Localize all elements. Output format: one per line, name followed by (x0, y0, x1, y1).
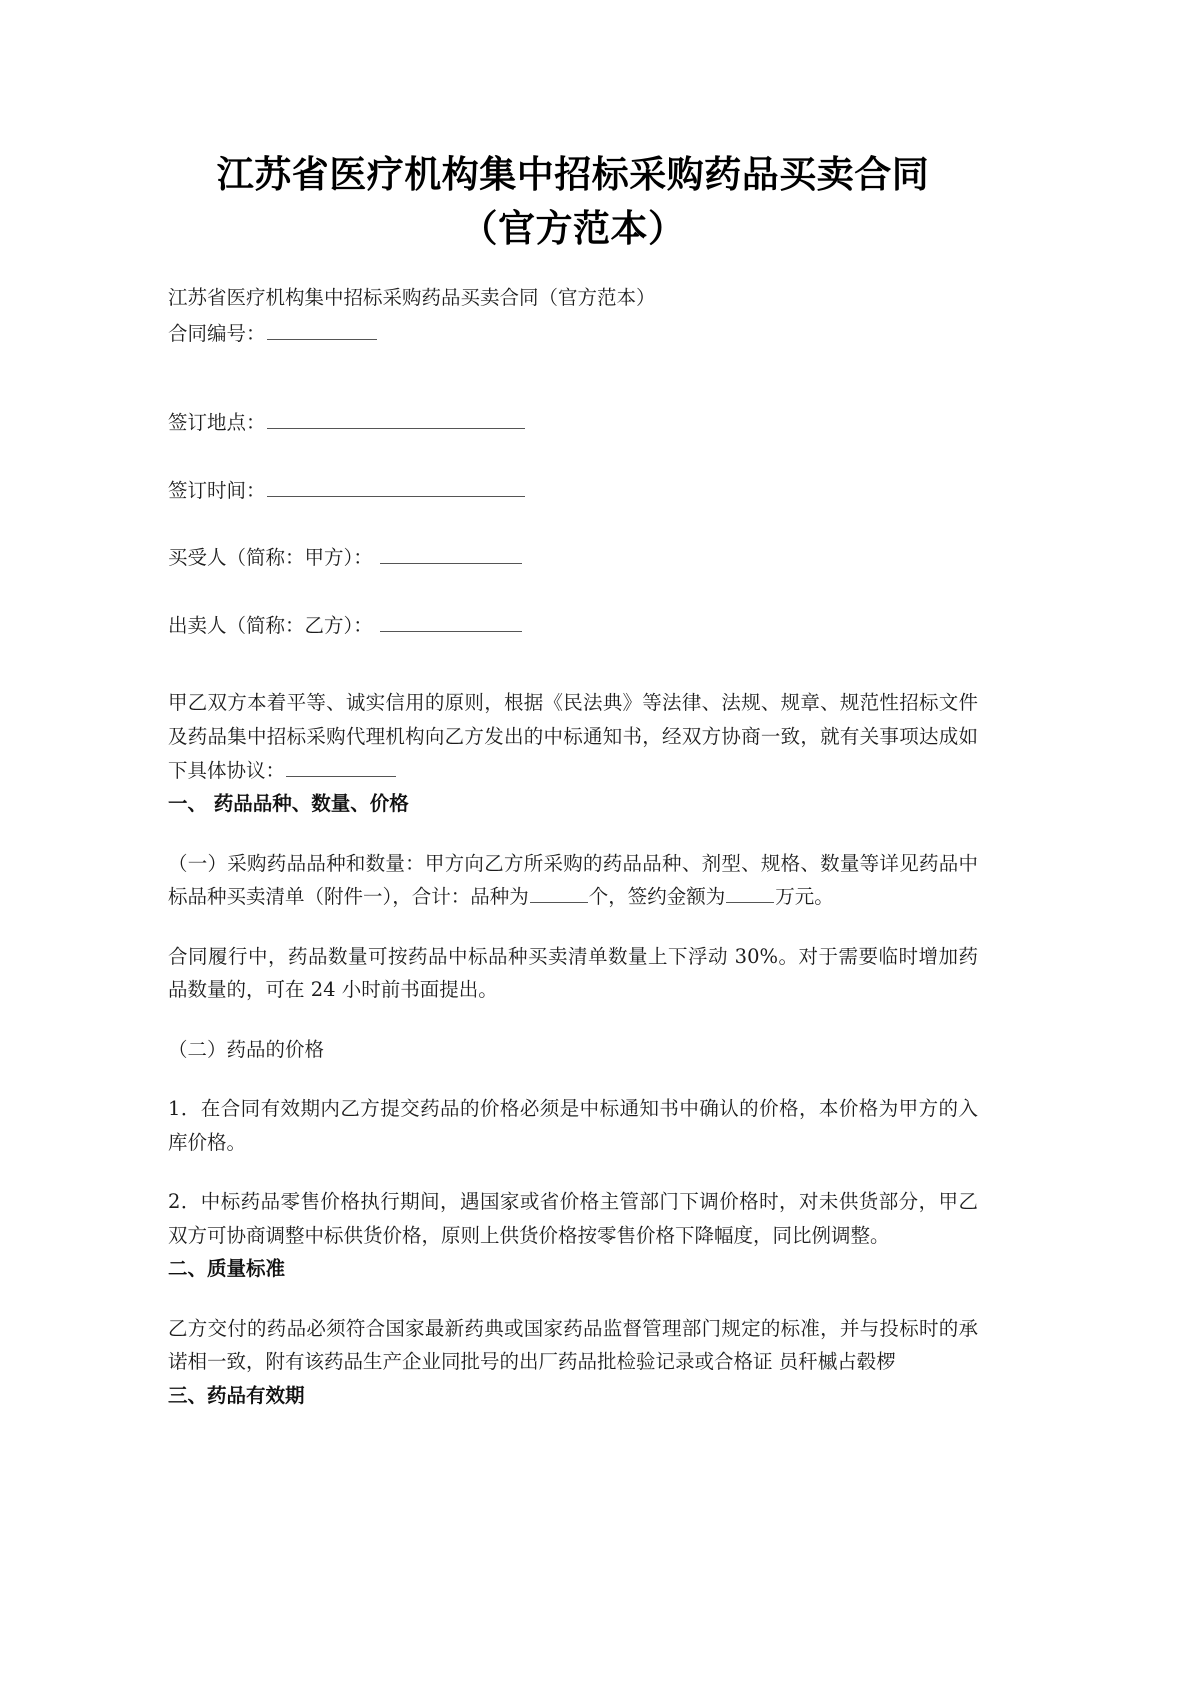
document-content (168, 0, 978, 1413)
contract-number-blank[interactable] (267, 318, 377, 339)
section-1-paragraph-5: 2．中标药品零售价格执行期间，遇国家或省价格主管部门下调价格时，对未供货部分，甲乙双方可协商调整中标供货价格，原则上供货价格按零售价格下降幅度，同比例调整。 (168, 1190, 978, 1247)
field-seller-blank[interactable] (380, 610, 522, 631)
section-1-p1-text-after: 万元。 (775, 885, 834, 909)
field-signing-place-blank[interactable] (267, 408, 525, 429)
section-1-paragraph-3: （二）药品的价格 (168, 1037, 325, 1061)
section-heading-2: 二、质量标准 (168, 1257, 286, 1281)
document-subtitle: 江苏省医疗机构集中招标采购药品买卖合同（官方范本） (168, 286, 656, 310)
section-1-paragraph-1 (168, 847, 978, 914)
title-line-1: 江苏省医疗机构集中招标采购药品买卖合同 (216, 153, 930, 196)
field-seller-label: 出卖人（简称：乙方）： (168, 613, 373, 637)
preamble-text: 甲乙双方本着平等、诚实信用的原则，根据《民法典》等法律、法规、规章、规范性招标文件及药品集中招标采购代理机构向乙方发出的中标通知书，经双方协商一致，就有关事项达成如下具体协议： (168, 691, 978, 782)
field-signing-place-label: 签订地点： (168, 411, 266, 435)
field-buyer-blank[interactable] (380, 543, 522, 564)
preamble-blank[interactable] (286, 755, 396, 776)
section-2-paragraph-1: 乙方交付的药品必须符合国家最新药典或国家药品监督管理部门规定的标准，并与投标时的承诺相一致，附有该药品生产企业同批号的出厂药品批检验记录或合格证 员秆槭占毂椤 (168, 1316, 978, 1374)
field-buyer (168, 541, 978, 575)
species-count-blank[interactable] (530, 882, 588, 903)
section-1-p1-text-before: （一）采购药品品种和数量：甲方向乙方所采购的药品品种、剂型、规格、数量等详见药品中标品种买卖清单（附件一），合计：品种为 (168, 851, 978, 909)
contract-amount-blank[interactable] (726, 882, 774, 903)
field-signing-place (168, 406, 978, 440)
field-signing-time-label: 签订时间： (168, 478, 266, 502)
section-1-paragraph-4: 1．在合同有效期内乙方提交药品的价格必须是中标通知书中确认的价格，本价格为甲方的入库价格。 (168, 1097, 978, 1154)
section-heading-3: 三、药品有效期 (168, 1383, 305, 1407)
field-buyer-label: 买受人（简称：甲方）： (168, 546, 373, 570)
contract-number-label: 合同编号： (168, 321, 266, 345)
title-line-2: （官方范本） (460, 206, 686, 250)
preamble-paragraph (168, 686, 978, 787)
field-signing-time (168, 474, 978, 508)
section-1-p1-text-middle: 个，签约金额为 (588, 885, 726, 909)
section-heading-1: 一、 药品品种、数量、价格 (168, 792, 409, 816)
section-1-paragraph-2: 合同履行中，药品数量可按药品中标品种买卖清单数量上下浮动 30%。对于需要临时增加药品数量的，可在 24 小时前书面提出。 (168, 944, 978, 1002)
contract-number-line (168, 317, 978, 351)
field-seller (168, 609, 978, 643)
page-title (168, 0, 978, 255)
field-signing-time-blank[interactable] (267, 475, 525, 496)
